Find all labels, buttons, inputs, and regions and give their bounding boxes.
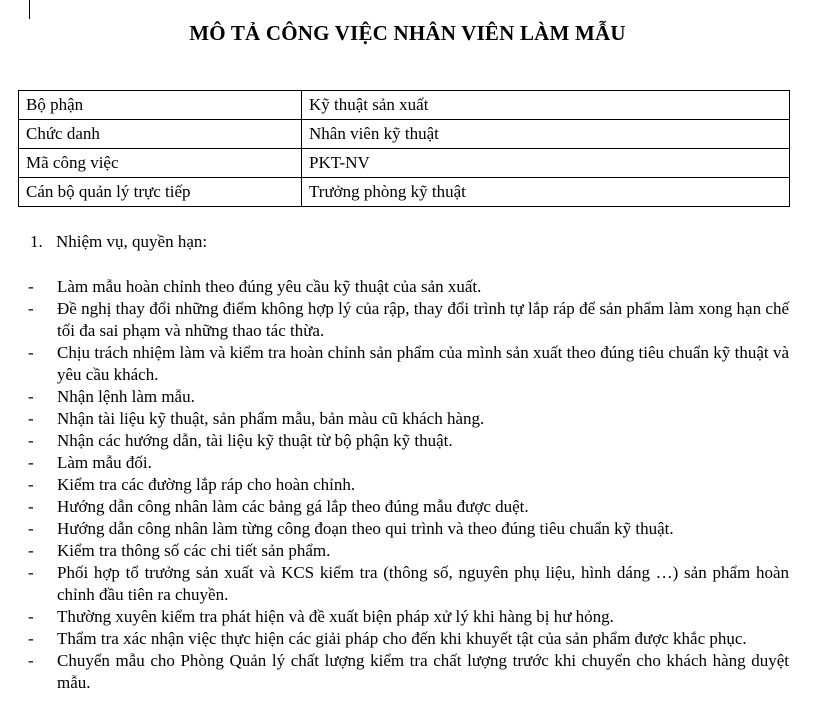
- duty-text: Làm mẫu đối.: [57, 453, 152, 472]
- bullet-marker: -: [28, 563, 34, 582]
- job-code-value: PKT-NV: [302, 149, 790, 178]
- direct-manager-label: Cán bộ quản lý trực tiếp: [19, 178, 302, 207]
- list-item: [28, 408, 789, 430]
- list-item: [28, 540, 789, 562]
- bullet-marker: -: [28, 519, 34, 538]
- department-value: Kỹ thuật sản xuất: [302, 91, 790, 120]
- list-item: [28, 518, 789, 540]
- list-item: [28, 276, 789, 298]
- table-row: [19, 149, 790, 178]
- table-row: [19, 178, 790, 207]
- bullet-marker: -: [28, 475, 34, 494]
- list-item: [28, 430, 789, 452]
- duty-text: Hướng dẫn công nhân làm từng công đoạn theo qui trình và theo đúng tiêu chuẩn kỹ thuật.: [57, 519, 674, 538]
- position-value: Nhân viên kỹ thuật: [302, 120, 790, 149]
- section-heading-text: Nhiệm vụ, quyền hạn:: [56, 232, 208, 251]
- duty-text: Nhận lệnh làm mẫu.: [57, 387, 195, 406]
- document-title: MÔ TẢ CÔNG VIỆC NHÂN VIÊN LÀM MẪU: [189, 21, 626, 45]
- bullet-marker: -: [28, 651, 34, 670]
- bullet-marker: -: [28, 277, 34, 296]
- list-item: [28, 562, 789, 606]
- duty-text: Kiểm tra thông số các chi tiết sản phẩm.: [57, 541, 331, 560]
- table-row: [19, 120, 790, 149]
- bullet-marker: -: [28, 387, 34, 406]
- list-item: [28, 386, 789, 408]
- bullet-marker: -: [28, 453, 34, 472]
- duty-text: Đề nghị thay đổi những điểm không hợp lý của rập, thay đổi trình tự lắp ráp để sản phẩm làm xong hạn chế tối đa sai phạm và những thao tác thừa.: [57, 299, 789, 340]
- job-info-table: [18, 90, 790, 207]
- list-item: [28, 650, 789, 694]
- position-label: Chức danh: [19, 120, 302, 149]
- job-code-label: Mã công việc: [19, 149, 302, 178]
- list-item: [28, 342, 789, 386]
- text-cursor: [29, 0, 30, 19]
- duty-text: Chuyển mẫu cho Phòng Quản lý chất lượng kiểm tra chất lượng trước khi chuyển cho khách hàng duyệt mẫu.: [57, 651, 789, 692]
- bullet-marker: -: [28, 497, 34, 516]
- duty-text: Kiểm tra các đường lắp ráp cho hoàn chỉnh.: [57, 475, 356, 494]
- duty-text: Hướng dẫn công nhân làm các bảng gá lắp theo đúng mẫu được duệt.: [57, 497, 529, 516]
- duties-list: [28, 276, 789, 694]
- direct-manager-value: Trưởng phòng kỹ thuật: [302, 178, 790, 207]
- list-item: [28, 452, 789, 474]
- bullet-marker: -: [28, 299, 34, 318]
- duty-text: Thẩm tra xác nhận việc thực hiện các giải pháp cho đến khi khuyết tật của sản phẩm được khắc phục.: [57, 629, 747, 648]
- bullet-marker: -: [28, 409, 34, 428]
- duty-text: Phối hợp tổ trưởng sản xuất và KCS kiểm tra (thông số, nguyên phụ liệu, hình dáng …) sản phẩm hoàn chỉnh đầu tiên ra chuyền.: [57, 563, 789, 604]
- section-number: 1.: [30, 232, 43, 251]
- bullet-marker: -: [28, 431, 34, 450]
- list-item: [28, 298, 789, 342]
- department-label: Bộ phận: [19, 91, 302, 120]
- list-item: [28, 628, 789, 650]
- bullet-marker: -: [28, 343, 34, 362]
- duty-text: Nhận tài liệu kỹ thuật, sản phẩm mẫu, bản màu cũ khách hàng.: [57, 409, 485, 428]
- duty-text: Thường xuyên kiểm tra phát hiện và đề xuất biện pháp xử lý khi hàng bị hư hỏng.: [57, 607, 614, 626]
- duty-text: Nhận các hướng dẫn, tài liệu kỹ thuật từ bộ phận kỹ thuật.: [57, 431, 453, 450]
- bullet-marker: -: [28, 607, 34, 626]
- bullet-marker: -: [28, 629, 34, 648]
- duty-text: Chịu trách nhiệm làm và kiểm tra hoàn chỉnh sản phẩm của mình sản xuất theo đúng tiêu chuẩn kỹ thuật và yêu cầu khách.: [57, 343, 789, 384]
- list-item: [28, 606, 789, 628]
- table-row: [19, 91, 790, 120]
- list-item: [28, 496, 789, 518]
- section-heading: [30, 232, 207, 252]
- list-item: [28, 474, 789, 496]
- duty-text: Làm mẫu hoàn chỉnh theo đúng yêu cầu kỹ thuật của sản xuất.: [57, 277, 482, 296]
- bullet-marker: -: [28, 541, 34, 560]
